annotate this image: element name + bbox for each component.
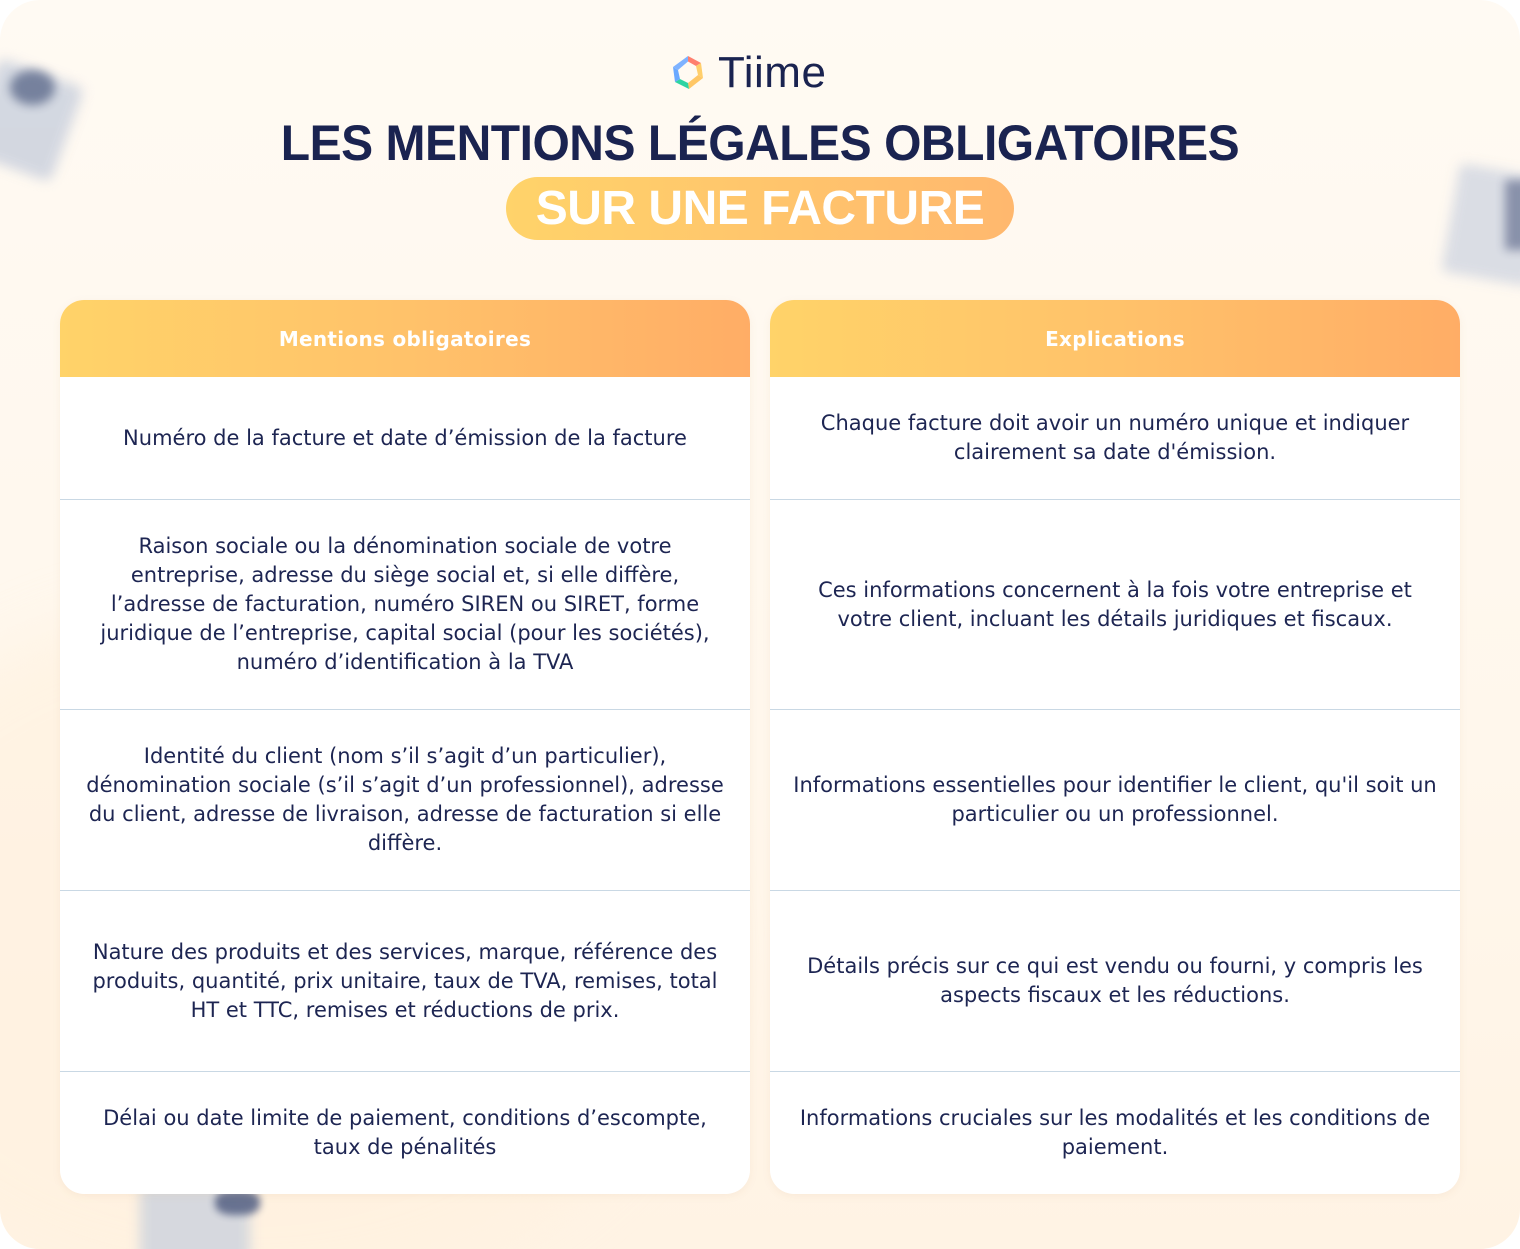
page-subtitle: SUR UNE FACTURE xyxy=(535,182,985,235)
table-cell-explication: Détails précis sur ce qui est vendu ou fourni, y compris les aspects fiscaux et les réductions. xyxy=(770,891,1460,1072)
mentions-column xyxy=(60,300,750,1194)
table-cell-explication: Informations essentielles pour identifier le client, qu'il soit un particulier ou un professionnel. xyxy=(770,710,1460,891)
explications-column xyxy=(770,300,1460,1194)
table-cell-explication: Chaque facture doit avoir un numéro unique et indiquer clairement sa date d'émission. xyxy=(770,377,1460,500)
table-cell-mention: Délai ou date limite de paiement, conditions d’escompte, taux de pénalités xyxy=(103,1106,707,1159)
table-cell-explication: Ces informations concernent à la fois votre entreprise et votre client, incluant les détails juridiques et fiscaux. xyxy=(770,500,1460,710)
table-cell-mention: Nature des produits et des services, marque, référence des produits, quantité, prix unitaire, taux de TVA, remises, total HT et TTC, remises et réductions de prix. xyxy=(60,891,750,1072)
subtitle-badge xyxy=(506,177,1014,240)
decorative-hand-image xyxy=(1505,180,1520,250)
column-header-label: Explications xyxy=(1045,326,1185,351)
brand-name: Tiime xyxy=(718,48,827,97)
table-cell-mention: Numéro de la facture et date d’émission de la facture xyxy=(60,377,750,500)
table-cell-explication: Informations cruciales sur les modalités et les conditions de paiement. xyxy=(799,1106,1431,1159)
column-header-mentions xyxy=(60,300,750,377)
hexagon-logo-icon xyxy=(668,53,708,93)
decorative-hand-image xyxy=(10,70,55,105)
table-cell-mention: Identité du client (nom s’il s’agit d’un particulier), dénomination sociale (s’il s’agit d’un professionnel), adresse du client, adresse de livraison, adresse de facturation si elle diffère. xyxy=(60,710,750,891)
page-title: LES MENTIONS LÉGALES OBLIGATOIRES xyxy=(280,115,1240,171)
column-header-explications xyxy=(770,300,1460,377)
column-header-label: Mentions obligatoires xyxy=(278,326,532,351)
table-cell-mention: Raison sociale ou la dénomination sociale de votre entreprise, adresse du siège social et, si elle diffère, l’adresse de facturation, numéro SIREN ou SIRET, forme juridique de l’entreprise, capital social (pour les sociétés), numéro d’identification à la TVA xyxy=(60,500,750,710)
brand-logo xyxy=(668,48,826,98)
